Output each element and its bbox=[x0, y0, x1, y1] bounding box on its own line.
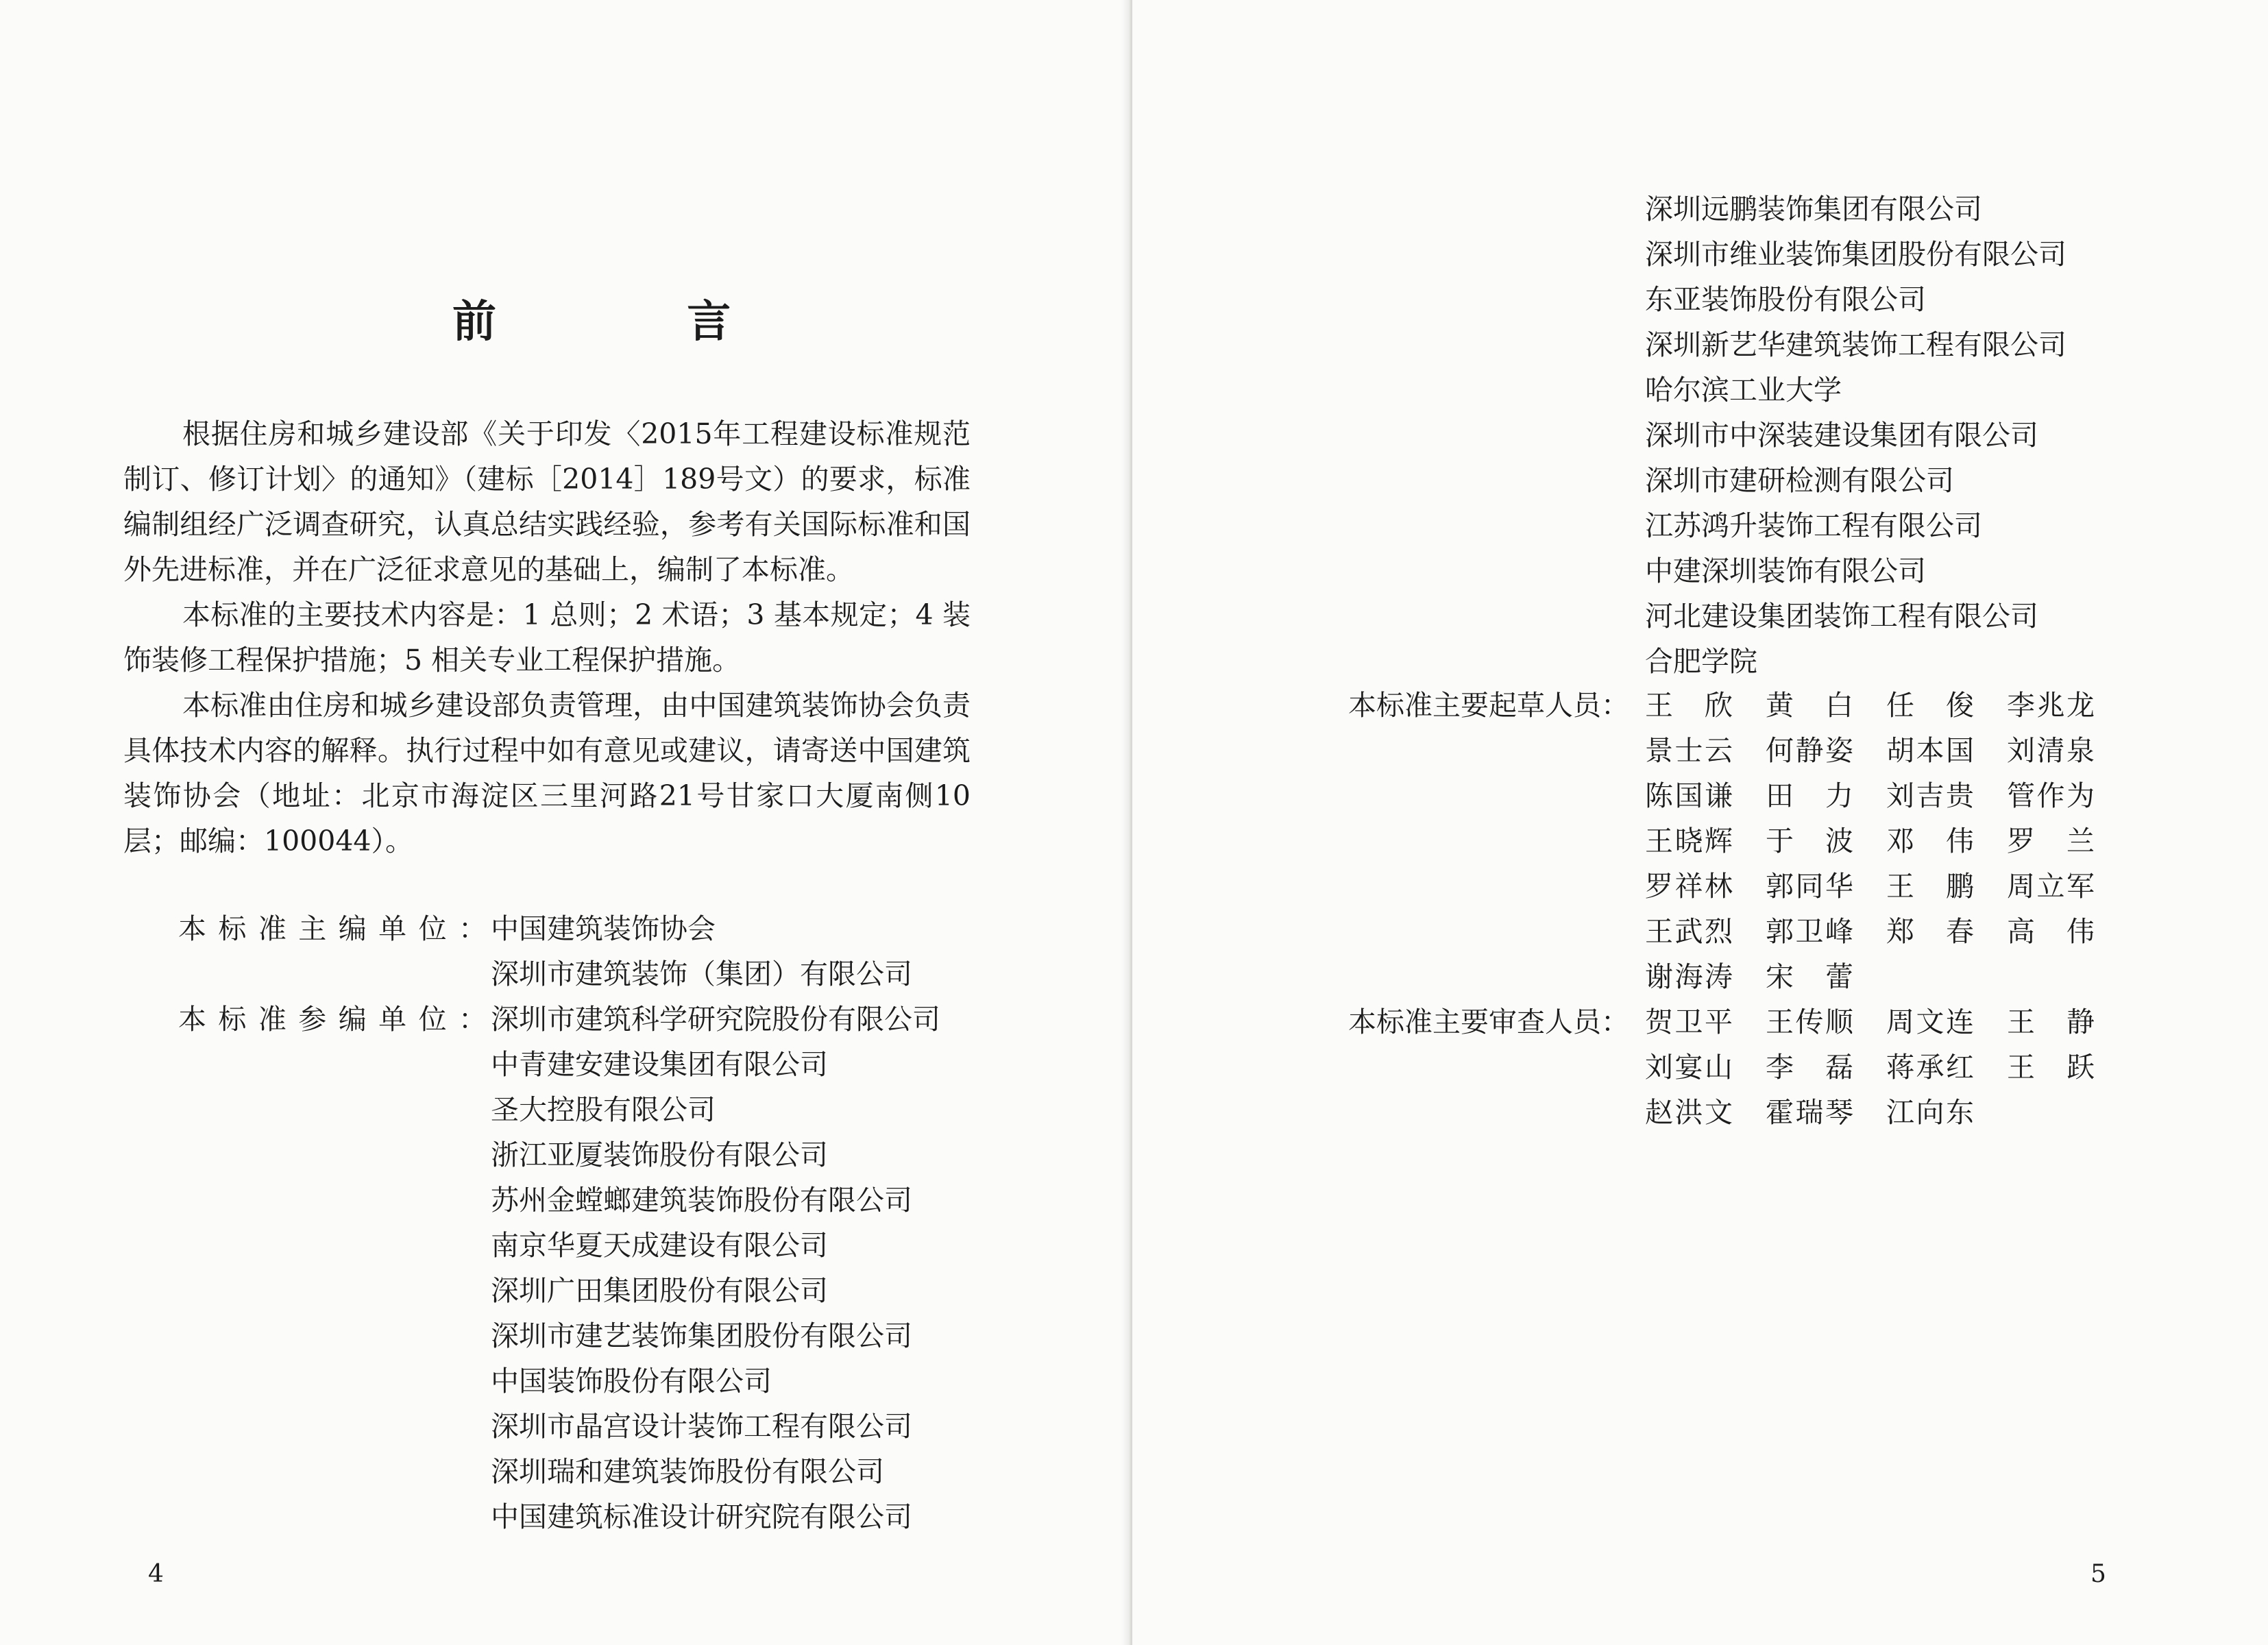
person-name: 王 鹏 bbox=[1886, 870, 1974, 903]
person-name: 郑 春 bbox=[1886, 915, 1974, 948]
person-name: 刘吉贵 bbox=[1886, 779, 1974, 812]
person-name: 霍瑞琴 bbox=[1766, 1096, 1853, 1129]
list-item: 哈尔滨工业大学 bbox=[1645, 374, 1842, 406]
list-item: 中青建安建设集团有限公司 bbox=[491, 1048, 828, 1081]
preface-body bbox=[123, 411, 971, 864]
person-name: 刘宴山 bbox=[1645, 1051, 1733, 1084]
person-name: 胡本国 bbox=[1886, 734, 1974, 767]
list-item: 苏州金螳螂建筑装饰股份有限公司 bbox=[491, 1184, 912, 1217]
person-name: 王晓辉 bbox=[1645, 825, 1733, 857]
chief-editor-label: 本标准主编单位： bbox=[178, 912, 487, 945]
person-name: 赵洪文 bbox=[1645, 1096, 1733, 1129]
drafters-grid bbox=[1645, 683, 2127, 999]
list-item: 圣大控股有限公司 bbox=[491, 1093, 716, 1126]
person-name: 刘清泉 bbox=[2007, 734, 2095, 767]
person-name: 王武烈 bbox=[1645, 915, 1733, 948]
page-title: 前 言 bbox=[452, 296, 819, 348]
participating-row bbox=[178, 997, 940, 1539]
person-name: 郭卫峰 bbox=[1766, 915, 1853, 948]
person-name: 王 跃 bbox=[2007, 1051, 2095, 1084]
list-item: 河北建设集团装饰工程有限公司 bbox=[1645, 600, 2038, 633]
person-name: 高 伟 bbox=[2007, 915, 2095, 948]
participating-list-continued bbox=[1645, 186, 2066, 684]
person-name: 宋 蕾 bbox=[1766, 960, 1853, 993]
person-name: 田 力 bbox=[1766, 779, 1853, 812]
person-name: 周立军 bbox=[2007, 870, 2095, 903]
person-name: 谢海涛 bbox=[1645, 960, 1733, 993]
person-name: 罗 兰 bbox=[2007, 825, 2095, 857]
person-name: 陈国谦 bbox=[1645, 779, 1733, 812]
participating-list bbox=[491, 997, 940, 1539]
chief-editor-row bbox=[178, 906, 940, 997]
list-item: 深圳市晶宫设计装饰工程有限公司 bbox=[491, 1410, 912, 1443]
person-name: 李兆龙 bbox=[2007, 689, 2095, 722]
list-item: 浙江亚厦装饰股份有限公司 bbox=[491, 1138, 828, 1171]
person-name: 王 欣 bbox=[1645, 689, 1733, 722]
left-page bbox=[0, 0, 1130, 1645]
person-name: 王传顺 bbox=[1766, 1006, 1853, 1038]
list-item: 合肥学院 bbox=[1645, 645, 1757, 678]
person-name: 郭同华 bbox=[1766, 870, 1853, 903]
drafters-label: 本标准主要起草人员： bbox=[1348, 689, 1629, 722]
page-number: 4 bbox=[148, 1560, 164, 1588]
person-name: 何静姿 bbox=[1766, 734, 1853, 767]
list-item: 深圳广田集团股份有限公司 bbox=[491, 1274, 828, 1307]
preface-paragraph: 根据住房和城乡建设部《关于印发〈2015年工程建设标准规范制订、修订计划〉的通知》（建标［2014］189号文）的要求，标准编制组经广泛调查研究，认真总结实践经验，参考有关国际标准和国外先进标准，并在广泛征求意见的基础上，编制了本标准。 bbox=[123, 417, 971, 586]
person-name: 江向东 bbox=[1886, 1096, 1974, 1129]
list-item: 深圳市建艺装饰集团股份有限公司 bbox=[491, 1319, 912, 1352]
person-name: 景士云 bbox=[1645, 734, 1733, 767]
list-item: 深圳市建研检测有限公司 bbox=[1645, 464, 1954, 497]
list-item: 中国装饰股份有限公司 bbox=[491, 1365, 772, 1398]
right-page bbox=[1132, 0, 2268, 1645]
list-item: 中国建筑标准设计研究院有限公司 bbox=[491, 1500, 912, 1533]
person-name: 蒋承红 bbox=[1886, 1051, 1974, 1084]
person-name: 王 静 bbox=[2007, 1006, 2095, 1038]
person-name: 邓 伟 bbox=[1886, 825, 1974, 857]
preface-paragraph: 本标准由住房和城乡建设部负责管理，由中国建筑装饰协会负责具体技术内容的解释。执行过程中如有意见或建议，请寄送中国建筑装饰协会（地址：北京市海淀区三里河路21号甘家口大厦南侧10层；邮编：100044）。 bbox=[123, 689, 971, 857]
person-name: 于 波 bbox=[1766, 825, 1853, 857]
drafters-row bbox=[1348, 683, 2127, 999]
reviewers-label: 本标准主要审查人员： bbox=[1348, 1006, 1629, 1038]
list-item: 中建深圳装饰有限公司 bbox=[1645, 555, 1926, 587]
preface-paragraph: 本标准的主要技术内容是：1 总则；2 术语；3 基本规定；4 装饰装修工程保护措施；5 相关专业工程保护措施。 bbox=[123, 598, 971, 677]
person-name: 周文连 bbox=[1886, 1006, 1974, 1038]
person-name: 李 磊 bbox=[1766, 1051, 1853, 1084]
list-item: 深圳市中深装建设集团有限公司 bbox=[1645, 419, 2038, 452]
list-item: 中国建筑装饰协会 bbox=[491, 912, 716, 945]
person-name: 贺卫平 bbox=[1645, 1006, 1733, 1038]
list-item: 江苏鸿升装饰工程有限公司 bbox=[1645, 509, 1982, 542]
person-name: 管作为 bbox=[2007, 779, 2095, 812]
list-item: 深圳市建筑装饰（集团）有限公司 bbox=[491, 958, 912, 990]
list-item: 深圳瑞和建筑装饰股份有限公司 bbox=[491, 1455, 884, 1488]
list-item: 深圳市建筑科学研究院股份有限公司 bbox=[491, 1003, 940, 1036]
list-item: 深圳远鹏装饰集团有限公司 bbox=[1645, 193, 1982, 226]
list-item: 南京华夏天成建设有限公司 bbox=[491, 1229, 828, 1262]
participating-label: 本标准参编单位： bbox=[178, 1003, 487, 1036]
page-number: 5 bbox=[2090, 1560, 2106, 1588]
person-name: 罗祥林 bbox=[1645, 870, 1733, 903]
people-block bbox=[1348, 683, 2127, 1135]
reviewers-row bbox=[1348, 999, 2127, 1135]
editor-units bbox=[178, 906, 940, 1539]
list-item: 深圳新艺华建筑装饰工程有限公司 bbox=[1645, 328, 2066, 361]
list-item: 东亚装饰股份有限公司 bbox=[1645, 283, 1926, 316]
person-name: 黄 白 bbox=[1766, 689, 1853, 722]
reviewers-grid bbox=[1645, 999, 2127, 1135]
list-item: 深圳市维业装饰集团股份有限公司 bbox=[1645, 238, 2066, 271]
chief-editor-list bbox=[491, 906, 912, 997]
person-name: 任 俊 bbox=[1886, 689, 1974, 722]
